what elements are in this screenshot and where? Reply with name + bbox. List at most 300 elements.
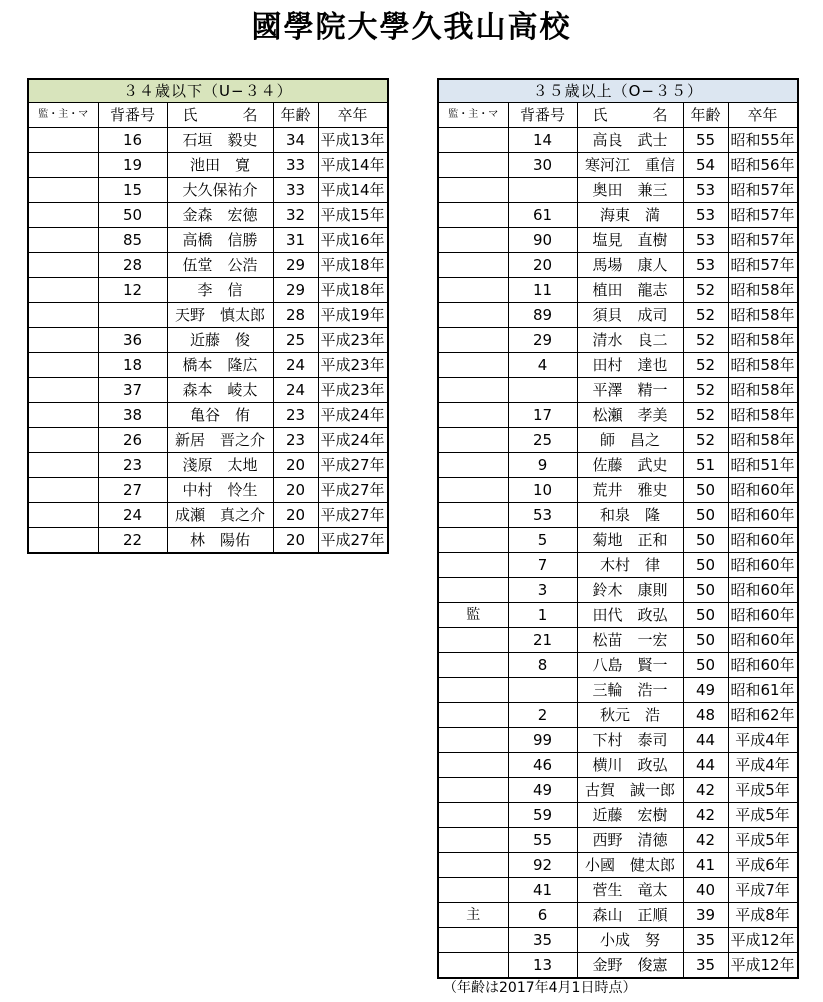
cell-grad: 昭和55年	[728, 128, 798, 153]
cell-name: 松苗 一宏	[577, 628, 683, 653]
cell-grad: 平成18年	[318, 278, 388, 303]
page-title: 國學院大學久我山高校	[251, 10, 572, 45]
cell-role	[438, 178, 508, 203]
table-row	[438, 828, 798, 853]
cell-grad: 昭和58年	[728, 278, 798, 303]
cell-number: 59	[508, 803, 577, 828]
cell-age: 53	[683, 253, 728, 278]
cell-number: 20	[508, 253, 577, 278]
column-header-row	[28, 103, 388, 128]
table-row	[28, 253, 388, 278]
cell-role	[28, 278, 98, 303]
table-row	[438, 878, 798, 903]
cell-grad: 平成12年	[728, 928, 798, 953]
column-header-name: 氏 名	[167, 103, 273, 128]
cell-age: 52	[683, 353, 728, 378]
cell-name: 鈴木 康則	[577, 578, 683, 603]
cell-number: 8	[508, 653, 577, 678]
cell-grad: 平成4年	[728, 753, 798, 778]
table-row	[438, 253, 798, 278]
cell-number: 15	[98, 178, 167, 203]
table-row	[28, 428, 388, 453]
cell-age: 20	[273, 478, 318, 503]
table-row	[438, 378, 798, 403]
cell-name: 中村 怜生	[167, 478, 273, 503]
cell-name: 秋元 浩	[577, 703, 683, 728]
table-title-o35: ３５歳以上（O−３５）	[438, 79, 798, 103]
cell-grad: 昭和58年	[728, 403, 798, 428]
cell-grad: 平成27年	[318, 453, 388, 478]
cell-grad: 平成23年	[318, 328, 388, 353]
cell-age: 44	[683, 753, 728, 778]
cell-grad: 昭和58年	[728, 328, 798, 353]
cell-name: 田村 達也	[577, 353, 683, 378]
cell-number: 12	[98, 278, 167, 303]
cell-number: 10	[508, 478, 577, 503]
table-row	[438, 278, 798, 303]
cell-name: 植田 龍志	[577, 278, 683, 303]
cell-number: 19	[98, 153, 167, 178]
cell-role	[438, 853, 508, 878]
table-row	[438, 228, 798, 253]
table-row	[28, 303, 388, 328]
cell-number	[508, 678, 577, 703]
cell-grad: 昭和61年	[728, 678, 798, 703]
table-row	[28, 128, 388, 153]
cell-grad: 昭和58年	[728, 303, 798, 328]
cell-grad: 昭和60年	[728, 578, 798, 603]
table-row	[438, 478, 798, 503]
cell-name: 森本 崚太	[167, 378, 273, 403]
cell-name: 石垣 毅史	[167, 128, 273, 153]
cell-role	[438, 753, 508, 778]
cell-age: 23	[273, 403, 318, 428]
table-row	[438, 728, 798, 753]
cell-name: 橋本 隆広	[167, 353, 273, 378]
cell-role	[438, 653, 508, 678]
cell-grad: 昭和58年	[728, 378, 798, 403]
column-header-number: 背番号	[98, 103, 167, 128]
table-row	[28, 278, 388, 303]
cell-name: 大久保祐介	[167, 178, 273, 203]
cell-age: 55	[683, 128, 728, 153]
table-title-u34: ３４歳以下（U−３４）	[28, 79, 388, 103]
cell-role	[438, 778, 508, 803]
cell-role	[438, 578, 508, 603]
cell-number: 22	[98, 528, 167, 554]
cell-name: 佐藤 武史	[577, 453, 683, 478]
cell-number: 99	[508, 728, 577, 753]
cell-number: 30	[508, 153, 577, 178]
cell-grad: 昭和57年	[728, 203, 798, 228]
cell-role	[28, 128, 98, 153]
table-row	[438, 553, 798, 578]
cell-name: 高橋 信勝	[167, 228, 273, 253]
cell-grad: 昭和57年	[728, 253, 798, 278]
cell-grad: 平成5年	[728, 778, 798, 803]
cell-age: 52	[683, 403, 728, 428]
cell-age: 33	[273, 153, 318, 178]
cell-role	[438, 153, 508, 178]
cell-age: 33	[273, 178, 318, 203]
cell-age: 54	[683, 153, 728, 178]
column-header-role: 監・主・マ	[28, 103, 98, 128]
table-row	[28, 328, 388, 353]
cell-name: 成瀬 真之介	[167, 503, 273, 528]
cell-age: 50	[683, 578, 728, 603]
cell-name: 新居 晋之介	[167, 428, 273, 453]
cell-number: 26	[98, 428, 167, 453]
column-header-grad: 卒年	[728, 103, 798, 128]
cell-role	[28, 478, 98, 503]
cell-grad: 昭和60年	[728, 503, 798, 528]
cell-role	[28, 228, 98, 253]
cell-grad: 平成4年	[728, 728, 798, 753]
cell-name: 小國 健太郎	[577, 853, 683, 878]
cell-grad: 平成23年	[318, 378, 388, 403]
cell-age: 53	[683, 203, 728, 228]
table-row	[438, 803, 798, 828]
cell-age: 39	[683, 903, 728, 928]
cell-role	[28, 453, 98, 478]
cell-age: 32	[273, 203, 318, 228]
table-row	[438, 903, 798, 928]
cell-name: 塩見 直樹	[577, 228, 683, 253]
cell-role	[438, 928, 508, 953]
cell-role	[438, 678, 508, 703]
table-body-o35	[438, 128, 798, 979]
table-row	[28, 353, 388, 378]
table-row	[28, 503, 388, 528]
cell-role	[438, 803, 508, 828]
cell-grad: 昭和56年	[728, 153, 798, 178]
cell-name: 高良 武士	[577, 128, 683, 153]
cell-role	[28, 403, 98, 428]
cell-role: 監	[438, 603, 508, 628]
cell-grad: 平成8年	[728, 903, 798, 928]
cell-name: 菅生 竜太	[577, 878, 683, 903]
table-row	[438, 203, 798, 228]
cell-name: 金野 俊憲	[577, 953, 683, 979]
cell-age: 35	[683, 953, 728, 979]
cell-role	[438, 453, 508, 478]
cell-grad: 昭和60年	[728, 528, 798, 553]
cell-name: 奥田 兼三	[577, 178, 683, 203]
cell-number: 85	[98, 228, 167, 253]
table-row	[28, 228, 388, 253]
table-row	[438, 503, 798, 528]
cell-role	[28, 203, 98, 228]
cell-grad: 昭和60年	[728, 653, 798, 678]
cell-name: 須貝 成司	[577, 303, 683, 328]
cell-grad: 平成18年	[318, 253, 388, 278]
cell-number: 25	[508, 428, 577, 453]
table-row	[438, 853, 798, 878]
table-row	[438, 353, 798, 378]
table-row	[438, 578, 798, 603]
cell-role	[28, 378, 98, 403]
cell-role	[438, 428, 508, 453]
cell-name: 松瀬 孝美	[577, 403, 683, 428]
cell-age: 40	[683, 878, 728, 903]
cell-name: 三輪 浩一	[577, 678, 683, 703]
cell-role	[438, 478, 508, 503]
cell-role	[438, 128, 508, 153]
table-row	[438, 528, 798, 553]
cell-number: 92	[508, 853, 577, 878]
cell-number: 36	[98, 328, 167, 353]
cell-name: 木村 律	[577, 553, 683, 578]
cell-number: 6	[508, 903, 577, 928]
table-row	[28, 178, 388, 203]
cell-role	[438, 878, 508, 903]
cell-number: 23	[98, 453, 167, 478]
cell-number: 55	[508, 828, 577, 853]
cell-role	[28, 353, 98, 378]
cell-grad: 平成27年	[318, 528, 388, 554]
table-row	[438, 403, 798, 428]
cell-age: 52	[683, 378, 728, 403]
column-header-role: 監・主・マ	[438, 103, 508, 128]
cell-number	[508, 178, 577, 203]
cell-role	[438, 403, 508, 428]
cell-number: 4	[508, 353, 577, 378]
cell-role	[438, 703, 508, 728]
cell-name: 亀谷 侑	[167, 403, 273, 428]
cell-role	[28, 328, 98, 353]
cell-number: 1	[508, 603, 577, 628]
cell-role	[438, 203, 508, 228]
cell-grad: 昭和60年	[728, 478, 798, 503]
cell-age: 31	[273, 228, 318, 253]
table-row	[438, 178, 798, 203]
cell-number: 17	[508, 403, 577, 428]
cell-role	[28, 303, 98, 328]
table-row	[28, 528, 388, 554]
cell-age: 29	[273, 278, 318, 303]
cell-age: 29	[273, 253, 318, 278]
cell-age: 53	[683, 228, 728, 253]
column-header-age: 年齢	[273, 103, 318, 128]
table-row	[28, 378, 388, 403]
cell-grad: 平成24年	[318, 428, 388, 453]
column-header-row	[438, 103, 798, 128]
cell-grad: 昭和57年	[728, 228, 798, 253]
cell-age: 42	[683, 803, 728, 828]
cell-role	[438, 278, 508, 303]
table-row	[438, 928, 798, 953]
cell-role	[28, 178, 98, 203]
cell-age: 50	[683, 628, 728, 653]
table-row	[438, 128, 798, 153]
cell-age: 28	[273, 303, 318, 328]
table-row	[438, 753, 798, 778]
cell-role	[438, 728, 508, 753]
cell-role	[438, 328, 508, 353]
cell-name: 馬場 康人	[577, 253, 683, 278]
cell-name: 寒河江 重信	[577, 153, 683, 178]
cell-role	[438, 503, 508, 528]
cell-age: 24	[273, 353, 318, 378]
cell-name: 金森 宏徳	[167, 203, 273, 228]
cell-number: 3	[508, 578, 577, 603]
cell-name: 菊地 正和	[577, 528, 683, 553]
cell-number	[98, 303, 167, 328]
cell-age: 50	[683, 653, 728, 678]
cell-name: 下村 泰司	[577, 728, 683, 753]
cell-grad: 平成23年	[318, 353, 388, 378]
cell-age: 41	[683, 853, 728, 878]
cell-name: 森山 正順	[577, 903, 683, 928]
table-row	[28, 478, 388, 503]
cell-name: 西野 清徳	[577, 828, 683, 853]
cell-age: 25	[273, 328, 318, 353]
cell-number: 24	[98, 503, 167, 528]
cell-age: 52	[683, 328, 728, 353]
cell-age: 20	[273, 528, 318, 554]
table-title-row	[438, 79, 798, 103]
cell-role	[28, 528, 98, 554]
cell-age: 23	[273, 428, 318, 453]
cell-number: 21	[508, 628, 577, 653]
table-row	[28, 153, 388, 178]
cell-age: 48	[683, 703, 728, 728]
cell-name: 李 信	[167, 278, 273, 303]
table-u34	[27, 78, 389, 554]
cell-number: 53	[508, 503, 577, 528]
cell-name: 海東 満	[577, 203, 683, 228]
cell-grad: 平成27年	[318, 503, 388, 528]
cell-number: 46	[508, 753, 577, 778]
table-row	[28, 453, 388, 478]
cell-name: 八島 賢一	[577, 653, 683, 678]
table-title-row	[28, 79, 388, 103]
cell-role	[438, 353, 508, 378]
cell-number: 7	[508, 553, 577, 578]
table-row	[438, 428, 798, 453]
cell-name: 和泉 隆	[577, 503, 683, 528]
cell-role	[438, 528, 508, 553]
cell-grad: 平成19年	[318, 303, 388, 328]
cell-role	[438, 253, 508, 278]
cell-role	[28, 153, 98, 178]
cell-number: 61	[508, 203, 577, 228]
table-row	[438, 703, 798, 728]
cell-number: 29	[508, 328, 577, 353]
table-row	[438, 953, 798, 979]
table-o35	[437, 78, 799, 979]
table-row	[438, 653, 798, 678]
cell-age: 50	[683, 553, 728, 578]
cell-age: 50	[683, 528, 728, 553]
cell-number: 2	[508, 703, 577, 728]
cell-grad: 平成12年	[728, 953, 798, 979]
cell-name: 師 昌之	[577, 428, 683, 453]
cell-grad: 昭和51年	[728, 453, 798, 478]
cell-name: 池田 寛	[167, 153, 273, 178]
cell-role	[438, 628, 508, 653]
cell-number: 90	[508, 228, 577, 253]
cell-age: 42	[683, 828, 728, 853]
roster-table-o35	[437, 78, 799, 979]
cell-number: 13	[508, 953, 577, 979]
cell-role	[28, 503, 98, 528]
footer-note: （年齢は2017年4月1日時点）	[443, 980, 637, 996]
table-row	[438, 328, 798, 353]
cell-role	[438, 553, 508, 578]
cell-number: 49	[508, 778, 577, 803]
cell-role: 主	[438, 903, 508, 928]
cell-age: 49	[683, 678, 728, 703]
cell-age: 42	[683, 778, 728, 803]
cell-age: 34	[273, 128, 318, 153]
cell-number: 38	[98, 403, 167, 428]
cell-name: 天野 慎太郎	[167, 303, 273, 328]
cell-grad: 平成7年	[728, 878, 798, 903]
cell-number: 16	[98, 128, 167, 153]
cell-number: 89	[508, 303, 577, 328]
table-row	[438, 603, 798, 628]
cell-grad: 昭和60年	[728, 603, 798, 628]
cell-name: 古賀 誠一郎	[577, 778, 683, 803]
cell-age: 52	[683, 428, 728, 453]
cell-name: 清水 良二	[577, 328, 683, 353]
table-row	[438, 303, 798, 328]
cell-name: 近藤 宏樹	[577, 803, 683, 828]
cell-grad: 平成5年	[728, 803, 798, 828]
cell-grad: 昭和60年	[728, 553, 798, 578]
column-header-grad: 卒年	[318, 103, 388, 128]
cell-number: 5	[508, 528, 577, 553]
column-header-number: 背番号	[508, 103, 577, 128]
cell-grad: 平成15年	[318, 203, 388, 228]
cell-age: 50	[683, 603, 728, 628]
cell-name: 伍堂 公浩	[167, 253, 273, 278]
cell-age: 50	[683, 478, 728, 503]
cell-role	[438, 953, 508, 979]
cell-grad: 昭和58年	[728, 428, 798, 453]
table-row	[28, 403, 388, 428]
cell-name: 近藤 俊	[167, 328, 273, 353]
cell-name: 荒井 雅史	[577, 478, 683, 503]
table-row	[28, 203, 388, 228]
cell-grad: 平成5年	[728, 828, 798, 853]
cell-name: 平澤 精一	[577, 378, 683, 403]
cell-age: 50	[683, 503, 728, 528]
cell-role	[28, 253, 98, 278]
cell-age: 20	[273, 453, 318, 478]
cell-role	[28, 428, 98, 453]
cell-number: 14	[508, 128, 577, 153]
cell-grad: 平成6年	[728, 853, 798, 878]
cell-number	[508, 378, 577, 403]
cell-number: 28	[98, 253, 167, 278]
cell-name: 田代 政弘	[577, 603, 683, 628]
cell-grad: 平成13年	[318, 128, 388, 153]
cell-number: 27	[98, 478, 167, 503]
roster-table-u34	[27, 78, 389, 554]
cell-grad: 平成16年	[318, 228, 388, 253]
table-row	[438, 153, 798, 178]
table-row	[438, 778, 798, 803]
cell-grad: 昭和58年	[728, 353, 798, 378]
cell-number: 37	[98, 378, 167, 403]
cell-role	[438, 378, 508, 403]
cell-grad: 平成14年	[318, 178, 388, 203]
cell-number: 18	[98, 353, 167, 378]
cell-grad: 昭和60年	[728, 628, 798, 653]
cell-role	[438, 303, 508, 328]
